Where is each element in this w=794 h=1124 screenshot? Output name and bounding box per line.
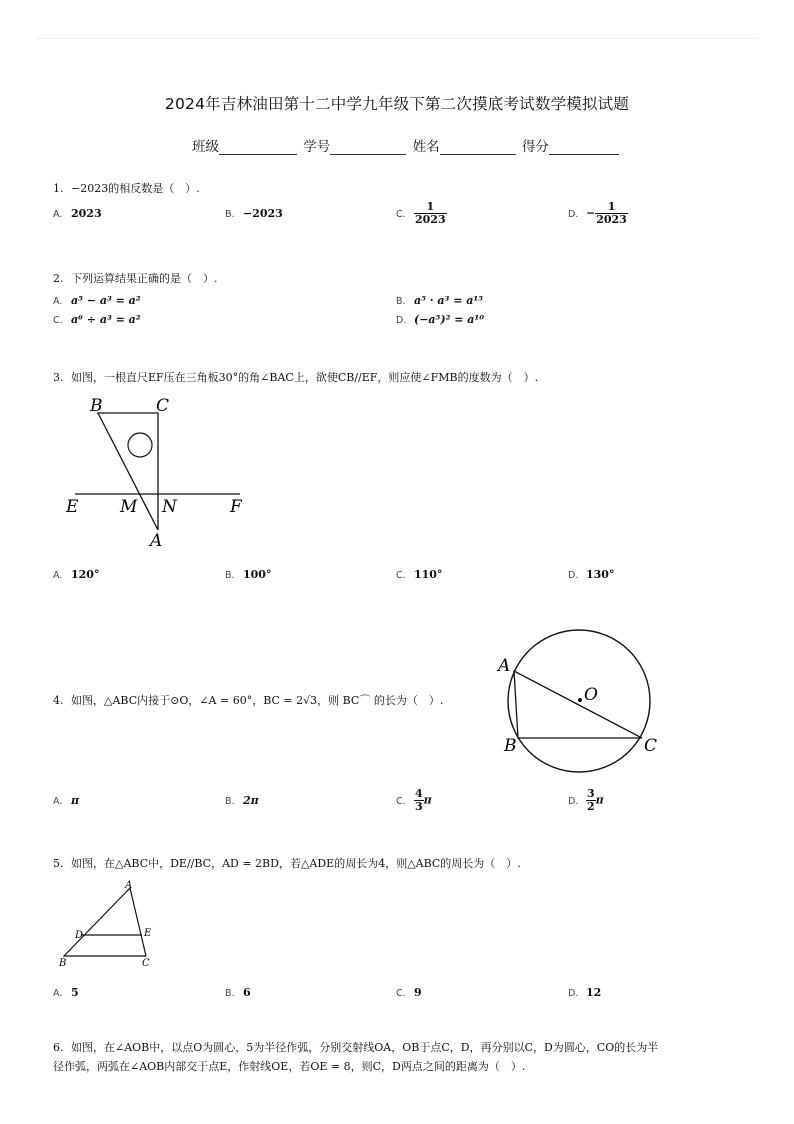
q1-option-a[interactable]: A. 2023 [53, 207, 102, 220]
score-label: 得分 [521, 139, 549, 155]
score-blank[interactable] [549, 140, 619, 155]
q1-option-d[interactable]: D. − $\frac{1}{2023}$ [568, 200, 627, 226]
label-a: A [125, 880, 133, 891]
name-label: 姓名 [412, 139, 440, 155]
student-info-row [192, 135, 621, 155]
question-2: 2. 下列运算结果正确的是（ ）. [53, 272, 218, 285]
question-1 [53, 180, 200, 196]
class-label: 班级 [192, 139, 219, 155]
question-4: 4. 如图，△ABC内接于⊙O，∠A = 60°，BC = 2√3，则 BC⌒ 的长为（ ）. [53, 694, 444, 707]
q5-option-a[interactable]: A. 5 [53, 986, 79, 999]
name-blank[interactable] [440, 140, 516, 155]
label-a: A [150, 531, 163, 551]
label-b: B [59, 958, 67, 969]
label-n: N [162, 497, 177, 517]
triangle-abc [64, 888, 146, 956]
id-label: 学号 [303, 139, 331, 155]
label-d: D [75, 930, 84, 941]
label-a: A [498, 656, 511, 676]
q5-option-c[interactable]: C. 9 [396, 986, 422, 999]
label-f: F [230, 497, 242, 517]
q2-option-a[interactable]: A. a⁵ − a³ = a² [53, 294, 141, 307]
label-m: M [120, 497, 138, 517]
label-c: C [156, 396, 170, 416]
center-point [578, 698, 582, 702]
q3-option-a[interactable]: A. 120° [53, 568, 100, 581]
q5-option-b[interactable]: B. 6 [225, 986, 251, 999]
q3-option-b[interactable]: B. 100° [225, 568, 272, 581]
q1-option-b[interactable]: B. −2023 [225, 207, 283, 220]
fraction: $\frac{1}{2023}$ [596, 200, 627, 226]
q1-option-c[interactable]: C. $\frac{1}{2023}$ [396, 200, 446, 226]
label-e: E [66, 497, 79, 517]
q2-option-c[interactable]: C. a⁶ ÷ a³ = a² [53, 313, 141, 326]
q4-option-a[interactable]: A. π [53, 794, 80, 807]
header-rule [36, 38, 758, 39]
q2-option-b[interactable]: B. a⁵ · a³ = a¹⁵ [396, 294, 484, 307]
triangle-abc [514, 671, 642, 738]
id-blank[interactable] [330, 140, 406, 155]
question-6-continued: 径作弧，两弧在∠AOB内部交于点E，作射线OE，若OE = 8，则C，D两点之间的距离为（ ）. [53, 1060, 526, 1073]
question-6: 6. 如图，在∠AOB中，以点O为圆心，5为半径作弧，分别交射线OA，OB于点C，D，再分别以C，D为圆心，CO的长为半 [53, 1041, 659, 1054]
question-number: 1. [53, 182, 64, 195]
q5-option-d[interactable]: D. 12 [568, 986, 602, 999]
page-title: 2024年吉林油田第十二中学九年级下第二次摸底考试数学模拟试题 [164, 95, 630, 113]
label-c: C [644, 736, 658, 756]
q4-option-b[interactable]: B. 2π [225, 794, 259, 807]
question-5: 5. 如图，在△ABC中，DE//BC，AD = 2BD，若△ADE的周长为4，则△ABC的周长为（ ）. [53, 857, 521, 870]
q2-option-d[interactable]: D. (−a⁵)² = a¹⁰ [396, 313, 485, 326]
q4-option-c[interactable]: C. $\frac{4}{3}$ π [396, 787, 432, 813]
question-3: 3. 如图，一根直尺EF压在三角板30°的角∠BAC上，欲使CB//EF，则应使∠FMB的度数为（ ）. [53, 371, 539, 384]
q3-figure [60, 393, 250, 553]
label-o: O [584, 685, 598, 705]
q3-option-c[interactable]: C. 110° [396, 568, 443, 581]
label-c: C [142, 958, 150, 969]
fraction: $\frac{4}{3}$ [415, 787, 423, 813]
label-e: E [144, 928, 152, 939]
label-b: B [504, 736, 517, 756]
label-b: B [90, 396, 103, 416]
question-text: −2023的相反数是（ ）. [71, 182, 200, 195]
fraction: $\frac{1}{2023}$ [415, 200, 446, 226]
q4-option-d[interactable]: D. $\frac{3}{2}$ π [568, 787, 604, 813]
q5-figure [56, 878, 166, 970]
q3-option-d[interactable]: D. 130° [568, 568, 615, 581]
class-blank[interactable] [219, 140, 297, 155]
q4-figure [494, 622, 666, 782]
ruler-hole [128, 433, 152, 457]
fraction: $\frac{3}{2}$ [587, 787, 595, 813]
